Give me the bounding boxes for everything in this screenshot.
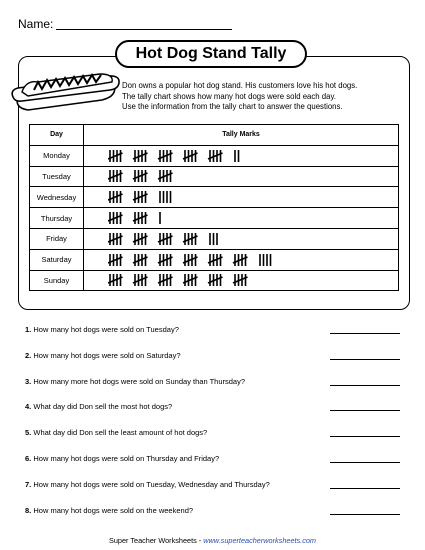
- question-item: [25, 377, 405, 389]
- header-day: Day: [30, 125, 84, 146]
- answer-line[interactable]: [330, 436, 400, 437]
- answer-line[interactable]: [330, 359, 400, 360]
- hotdog-icon: [10, 70, 122, 114]
- day-cell: Saturday: [30, 249, 84, 270]
- question-item: [25, 325, 405, 337]
- table-row: [30, 166, 399, 187]
- answer-line[interactable]: [330, 333, 400, 334]
- question-text: How many hot dogs were sold on Tuesday, Wednesday and Thursday?: [33, 479, 270, 489]
- tally-cell: [84, 228, 399, 249]
- question-number: 2.: [25, 350, 32, 360]
- table-row: [30, 145, 399, 166]
- day-cell: Tuesday: [30, 166, 84, 187]
- tally-marks: [108, 168, 398, 184]
- question-item: [25, 506, 405, 518]
- question-text: How many hot dogs were sold on Tuesday?: [33, 325, 179, 334]
- question-item: [25, 402, 405, 414]
- tally-cell: [84, 187, 399, 208]
- table-row: [30, 228, 399, 249]
- question-text: What day did Don sell the least amount of hot dogs?: [33, 428, 208, 438]
- question-item: [25, 351, 405, 363]
- answer-line[interactable]: [330, 488, 400, 489]
- page-title: Hot Dog Stand Tally: [115, 40, 307, 68]
- day-cell: Friday: [30, 228, 84, 249]
- tally-cell: [84, 270, 399, 291]
- footer: [0, 536, 425, 545]
- question-text: How many hot dogs were sold on Saturday?: [33, 350, 181, 360]
- question-item: [25, 454, 405, 466]
- question-number: 1.: [25, 325, 32, 334]
- tally-cell: [84, 145, 399, 166]
- day-cell: Wednesday: [30, 187, 84, 208]
- question-number: 7.: [25, 479, 32, 489]
- name-label: Name:: [18, 17, 54, 31]
- tally-marks: [108, 148, 398, 164]
- intro-line: Use the information from the tally chart to answer the questions.: [122, 102, 343, 111]
- tally-cell: [84, 208, 399, 229]
- question-item: [25, 428, 405, 440]
- question-number: 4.: [25, 402, 32, 412]
- question-text: How many hot dogs were sold on the weekend?: [33, 505, 194, 515]
- table-row: [30, 187, 399, 208]
- tally-marks: [108, 231, 398, 247]
- question-number: 8.: [25, 505, 32, 515]
- tally-cell: [84, 249, 399, 270]
- intro-line: The tally chart shows how many hot dogs were sold each day.: [122, 91, 336, 101]
- question-item: [25, 480, 405, 492]
- answer-line[interactable]: [330, 462, 400, 463]
- intro-line: Don owns a popular hot dog stand. His customers love his hot dogs.: [122, 81, 358, 90]
- question-number: 6.: [25, 454, 32, 463]
- question-text: How many hot dogs were sold on Thursday and Friday?: [33, 454, 220, 463]
- table-row: [30, 270, 399, 291]
- header-tally: Tally Marks: [84, 125, 399, 146]
- footer-brand: Super Teacher Worksheets: [109, 536, 197, 545]
- answer-line[interactable]: [330, 514, 400, 515]
- footer-url[interactable]: www.superteacherworksheets.com: [203, 536, 316, 545]
- name-line[interactable]: [56, 29, 232, 30]
- answer-line[interactable]: [330, 410, 400, 411]
- day-cell: Thursday: [30, 208, 84, 229]
- tally-marks: [108, 189, 398, 205]
- question-text: How many more hot dogs were sold on Sunday than Thursday?: [33, 376, 246, 386]
- tally-table: [29, 124, 399, 291]
- footer-separator: -: [196, 536, 204, 545]
- tally-marks: [108, 252, 398, 268]
- table-row: [30, 249, 399, 270]
- question-text: What day did Don sell the most hot dogs?: [33, 402, 173, 412]
- day-cell: Sunday: [30, 270, 84, 291]
- day-cell: Monday: [30, 145, 84, 166]
- question-number: 3.: [25, 376, 32, 386]
- intro-text: [122, 81, 408, 113]
- tally-marks: [108, 272, 398, 288]
- table-row: [30, 208, 399, 229]
- question-number: 5.: [25, 428, 32, 438]
- answer-line[interactable]: [330, 385, 400, 386]
- tally-cell: [84, 166, 399, 187]
- tally-marks: [108, 210, 398, 226]
